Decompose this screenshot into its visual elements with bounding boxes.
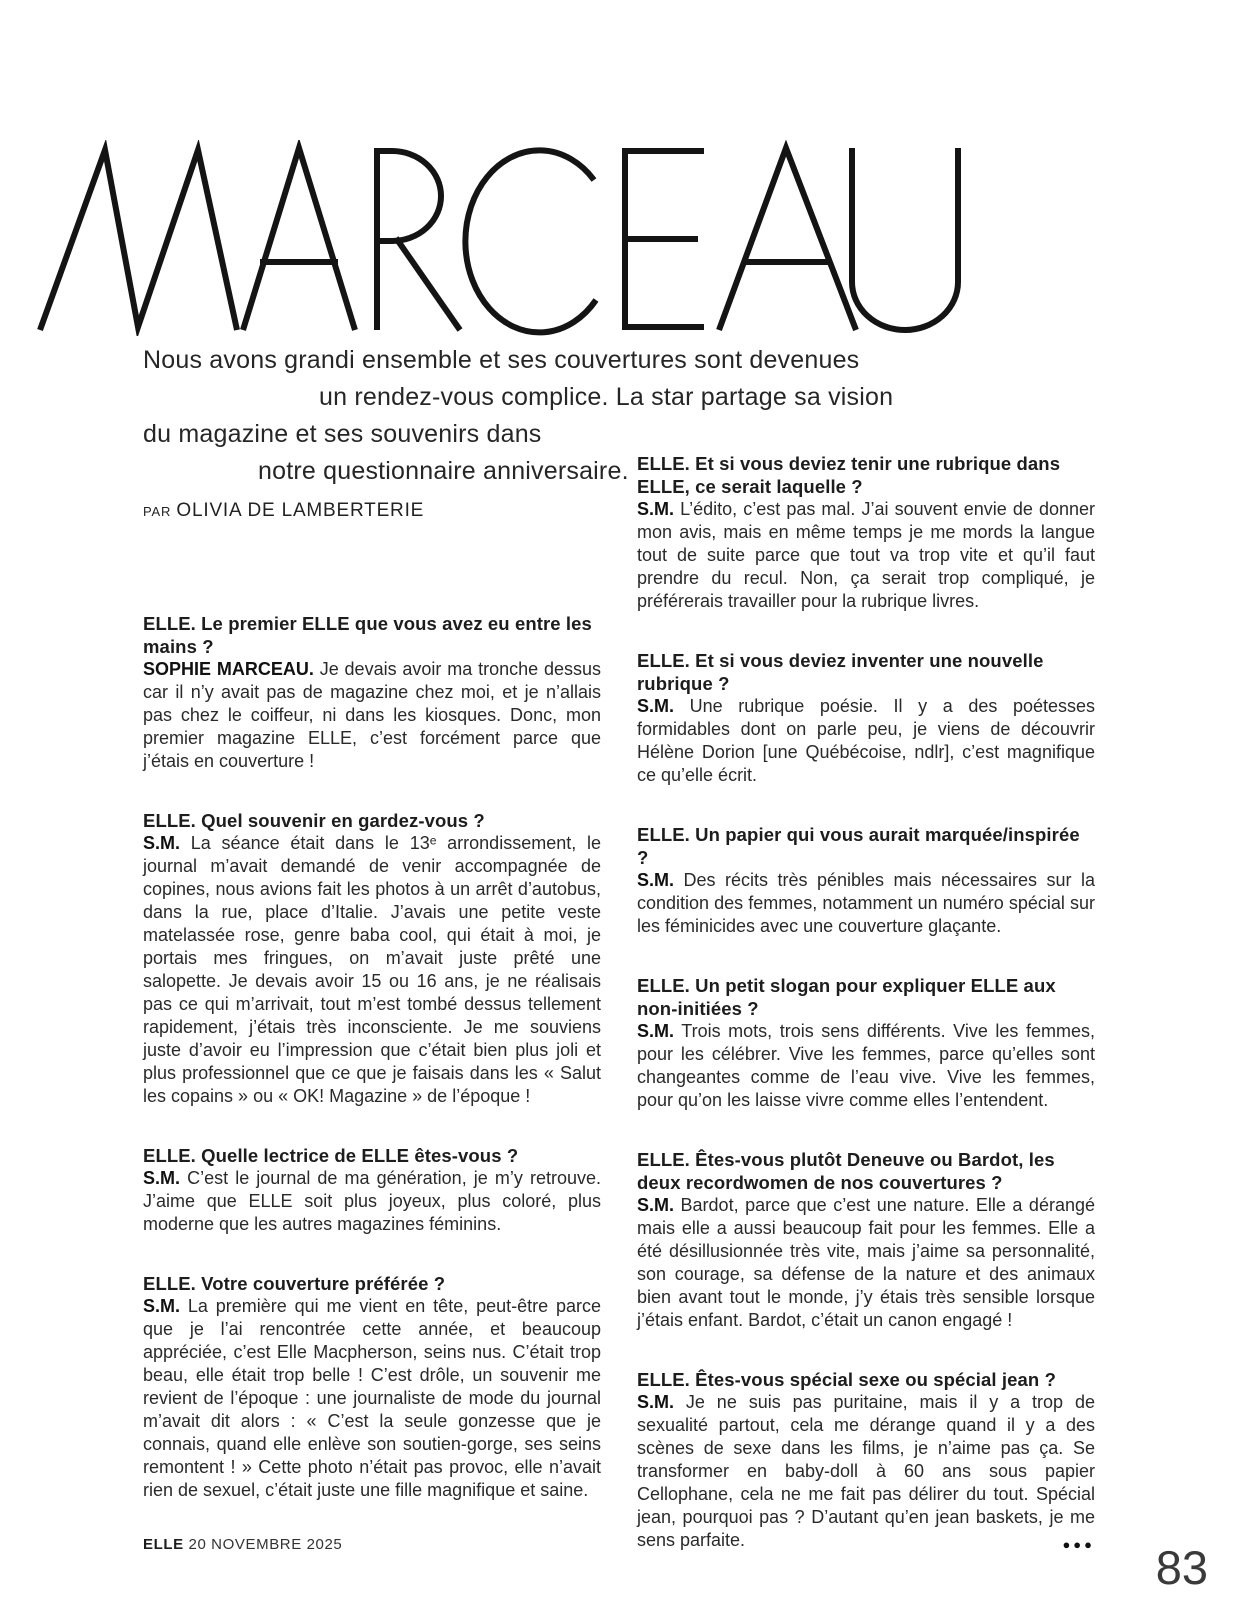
answer: S.M. La séance était dans le 13ᵉ arrondissement, le journal m’avait demandé de venir accompagnée de copines, nous avions fait les photos à un arrêt d’autobus, dans la rue, place d’Italie. J’avais une petite veste matelassée rose, genre baba cool, qui était à moi, je portais mes fringues, on m’avait juste prêté une salopette. Je devais avoir 15 ou 16 ans, je ne réalisais pas ce qui m’arrivait, tout m’est tombé dessus tellement rapidement, j’étais très inconsciente. Je me souviens juste d’avoir eu l’impression que c’était bien plus joli et plus professionnel que ce que je faisais dans les « Salut les copains » ou « OK! Magazine » de l’époque ! (143, 833, 601, 1106)
question-label: ELLE. (637, 824, 690, 845)
answer: S.M. Bardot, parce que c’est une nature. Elle a dérangé mais elle a aussi beaucoup fait pour les femmes. Elle a été désillusionnée très vite, mais j’aime sa personnalité, son courage, sa défense de la nature et des animaux bien avant tout le monde, j’y étais très sensible lorsque j’étais enfant. Bardot, c’était un canon engagé ! (637, 1195, 1095, 1330)
qa-block (637, 452, 1095, 613)
answer: S.M. Trois mots, trois sens différents. Vive les femmes, pour les célébrer. Vive les femmes, parce qu’elles sont changeantes comme de l’eau vive. Vive les femmes, pour qu’on les laisse vivre comme elles l’entendent. (637, 1021, 1095, 1110)
answer-label: S.M. (637, 1195, 675, 1215)
qa-block (143, 612, 601, 773)
answer: S.M. Une rubrique poésie. Il y a des poétesses formidables dont on parle peu, je viens de découvrir Hélène Dorion [une Québécoise, ndlr], c’est magnifique ce qu’elle écrit. (637, 696, 1095, 785)
letter-R-bowl (377, 151, 441, 241)
question: ELLE. Et si vous deviez tenir une rubrique dans ELLE, ce serait laquelle ? (637, 453, 1061, 497)
letter-U (852, 148, 958, 330)
qa-block (143, 1272, 601, 1502)
title-marceau-lettering (30, 140, 970, 336)
answer-label: S.M. (637, 1021, 675, 1041)
question-label: ELLE. (637, 1149, 690, 1170)
footer-magazine-name: ELLE (143, 1536, 184, 1553)
answer-label: S.M. (143, 1296, 181, 1316)
byline (143, 500, 424, 522)
question-label: ELLE. (143, 613, 196, 634)
answer-label: S.M. (637, 1392, 675, 1412)
question: ELLE. Le premier ELLE que vous avez eu entre les mains ? (143, 613, 592, 657)
letter-M (40, 150, 237, 330)
answer-label: S.M. (637, 696, 675, 716)
answer: S.M. L’édito, c’est pas mal. J’ai souvent envie de donner mon avis, mais en même temps je me mords la langue tout de suite parce que tout va trop vite et qu’il faut prendre du recul. Non, ça serait trop compliqué, je préférerais travailler pour la rubrique livres. (637, 499, 1095, 611)
question-label: ELLE. (143, 1273, 196, 1294)
answer-label: SOPHIE MARCEAU. (143, 659, 314, 679)
qa-block (637, 974, 1095, 1112)
column-right (637, 452, 1095, 1588)
page-title (0, 21, 1, 22)
page-number: 83 (1155, 1541, 1208, 1594)
answer: S.M. Je ne suis pas puritaine, mais il y a trop de sexualité partout, cela me dérange quand il y a des scènes de sexe dans les films, je n’aime pas ça. Se transformer en baby-doll à 60 ans sous papier Cellophane, cela ne me fait pas délirer du tout. Spécial jean, pourquoi pas ? D’autant qu’en jean baskets, je me sens parfaite. ●●● (637, 1391, 1095, 1552)
answer: SOPHIE MARCEAU. Je devais avoir ma tronche dessus car il n’y avait pas de magazine chez moi, et je n’allais pas chez le coiffeur, ni dans les kiosques. Donc, mon premier magazine ELLE, c’est forcément parce que j’étais en couverture ! (143, 659, 602, 771)
letter-C (465, 150, 596, 332)
question-label: ELLE. (637, 1369, 690, 1390)
continuation-dots-icon: ●●● (1062, 1537, 1095, 1552)
question-label: ELLE. (637, 650, 690, 671)
question: ELLE. Un papier qui vous aurait marquée/inspirée ? (637, 824, 1080, 868)
answer: S.M. Des récits très pénibles mais nécessaires sur la condition des femmes, notamment un numéro spécial sur les féminicides avec une couverture glaçante. (637, 870, 1095, 936)
letter-A1 (243, 148, 355, 330)
qa-block (637, 1368, 1095, 1552)
qa-block (637, 823, 1095, 938)
column-left (143, 612, 601, 1538)
answer: S.M. C’est le journal de ma génération, je m’y retrouve. J’aime que ELLE soit plus joyeux, plus coloré, plus moderne que les autres magazines féminins. (143, 1168, 601, 1234)
question-label: ELLE. (637, 453, 690, 474)
answer-label: S.M. (637, 870, 675, 890)
question: ELLE. Quelle lectrice de ELLE êtes-vous ? (143, 1145, 519, 1166)
question: ELLE. Êtes-vous plutôt Deneuve ou Bardot, les deux recordwomen de nos couvertures ? (637, 1149, 1055, 1193)
question-label: ELLE. (143, 810, 196, 831)
standfirst-line: notre questionnaire anniversaire. (258, 457, 629, 485)
standfirst-line: Nous avons grandi ensemble et ses couvertures sont devenues (143, 346, 860, 374)
question: ELLE. Êtes-vous spécial sexe ou spécial jean ? (637, 1369, 1056, 1390)
qa-block (637, 649, 1095, 787)
answer: S.M. La première qui me vient en tête, peut-être parce que je l’ai rencontrée cette année, et beaucoup appréciée, c’est Elle Macpherson, seins nus. C’était trop beau, elle était trop belle ! C’est drôle, un souvenir me revient de l’époque : une journaliste de mode du journal m’avait dit alors : « C’est la seule gonzesse que je connais, quand elle enlève son soutien-gorge, ses seins remontent ! » Cette photo n’était pas provoc, elle n’avait rien de sexuel, c’était juste une fille magnifique et saine. (143, 1296, 601, 1500)
question-label: ELLE. (143, 1145, 196, 1166)
qa-block (143, 809, 601, 1108)
footer-folio (143, 1536, 342, 1553)
question: ELLE. Votre couverture préférée ? (143, 1273, 446, 1294)
answer-label: S.M. (143, 1168, 181, 1188)
question: ELLE. Quel souvenir en gardez-vous ? (143, 810, 485, 831)
question: ELLE. Et si vous deviez inventer une nouvelle rubrique ? (637, 650, 1044, 694)
footer-date: 20 NOVEMBRE 2025 (188, 1536, 343, 1553)
answer-label: S.M. (143, 833, 181, 853)
standfirst-line: un rendez-vous complice. La star partage sa vision (319, 383, 894, 411)
question: ELLE. Un petit slogan pour expliquer ELLE aux non-initiées ? (637, 975, 1056, 1019)
question-label: ELLE. (637, 975, 690, 996)
byline-prefix: PAR (143, 504, 172, 519)
letter-A2 (719, 148, 856, 330)
standfirst-line: du magazine et ses souvenirs dans (143, 420, 542, 448)
answer-label: S.M. (637, 499, 675, 519)
qa-block (143, 1144, 601, 1236)
byline-name: OLIVIA DE LAMBERTERIE (176, 500, 425, 521)
letter-R-leg (396, 238, 460, 330)
qa-block (637, 1148, 1095, 1332)
